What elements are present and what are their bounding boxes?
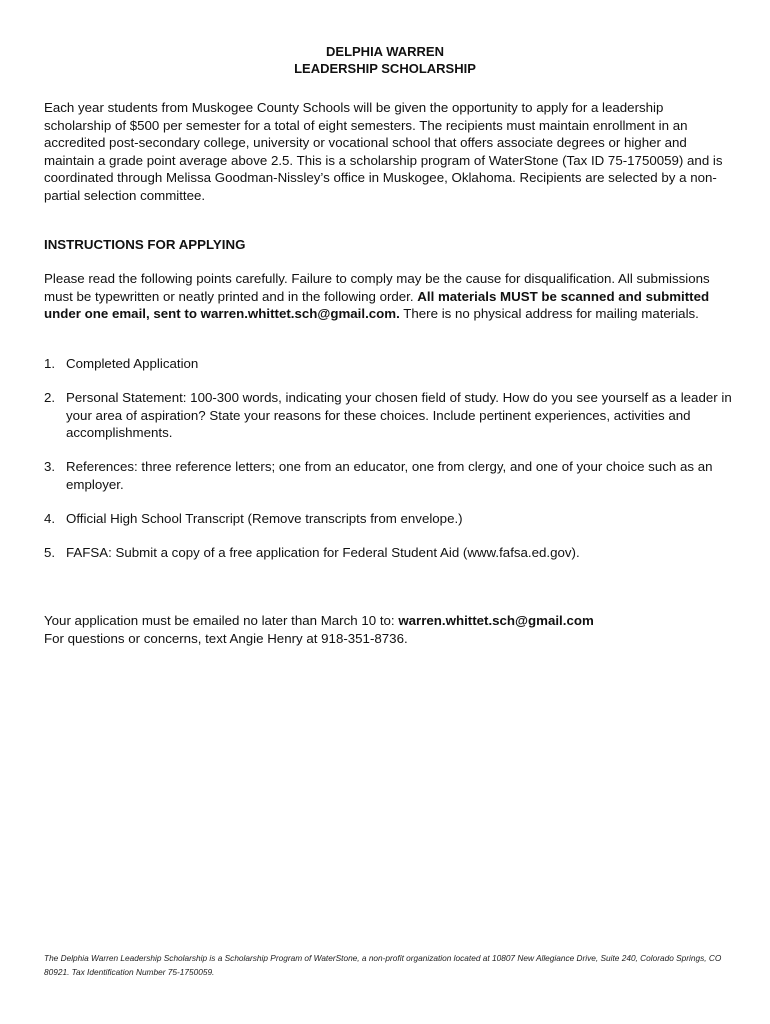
instructions-text-before: Please read the following points carefully. Failure to comply may be the cause for disqualification. All submissions must be typewritten or neatly printed and in the following order. — [44, 271, 710, 304]
list-item — [44, 355, 734, 373]
intro-paragraph: Each year students from Muskogee County Schools will be given the opportunity to apply for a leadership scholarship of $500 per semester for a total of eight semesters. The recipients must maintain enrollment in an accredited post-secondary college, university or vocational school that offers associate degrees or higher and maintain a grade point average above 2.5. This is a scholarship program of WaterStone (Tax ID 75-1750059) and is coordinated through Melissa Goodman-Nissley’s office in Muskogee, Oklahoma. Recipients are selected by a non-partial selection committee. — [44, 100, 723, 203]
title-line-program: LEADERSHIP SCHOLARSHIP — [294, 61, 476, 76]
list-item-number: 4. — [44, 510, 56, 526]
list-item-text: Official High School Transcript (Remove transcripts from envelope.) — [66, 510, 463, 526]
requirements-list — [44, 355, 734, 578]
list-item-number: 1. — [44, 356, 56, 371]
list-item-text: Completed Application — [66, 356, 199, 371]
submission-email: warren.whittet.sch@gmail.com — [398, 613, 594, 628]
deadline-text: Your application must be emailed no later than March 10 to: — [44, 613, 399, 628]
list-item-number: 2. — [44, 390, 56, 405]
title-line-name: DELPHIA WARREN — [326, 44, 444, 59]
list-item-text: Personal Statement: 100-300 words, indicating your chosen field of study. How do you see yourself as a leader in your area of aspiration? State your reasons for these choices. Include pertinent experiences, activities and accomplishments. — [66, 390, 732, 440]
list-item — [44, 510, 734, 528]
instructions-heading: INSTRUCTIONS FOR APPLYING — [44, 237, 246, 252]
questions-line: For questions or concerns, text Angie Henry at 918-351-8736. — [44, 630, 408, 646]
closing-section — [44, 612, 734, 647]
instructions-paragraph — [44, 270, 734, 323]
document-title — [0, 43, 770, 77]
list-item — [44, 389, 734, 442]
deadline-line — [44, 612, 734, 630]
footer-note: The Delphia Warren Leadership Scholarship is a Scholarship Program of WaterStone, a non-profit organization located at 10807 New Allegiance Drive, Suite 240, Colorado Springs, CO 80921. Tax Identification Number 75-1750059. — [44, 953, 722, 977]
list-item — [44, 544, 734, 562]
instructions-text-after: There is no physical address for mailing materials. — [399, 306, 699, 321]
list-item-text: FAFSA: Submit a copy of a free application for Federal Student Aid (www.fafsa.ed.gov). — [66, 544, 580, 560]
list-item — [44, 458, 734, 493]
list-item-number: 3. — [44, 459, 56, 474]
instructions-bold-requirement: All materials MUST be scanned and submitted under one email, sent to warren.whittet.sch@gmail.com. — [44, 288, 710, 321]
list-item-number: 5. — [44, 544, 56, 560]
list-item-text: References: three reference letters; one from an educator, one from clergy, and one of your choice such as an employer. — [66, 459, 713, 492]
